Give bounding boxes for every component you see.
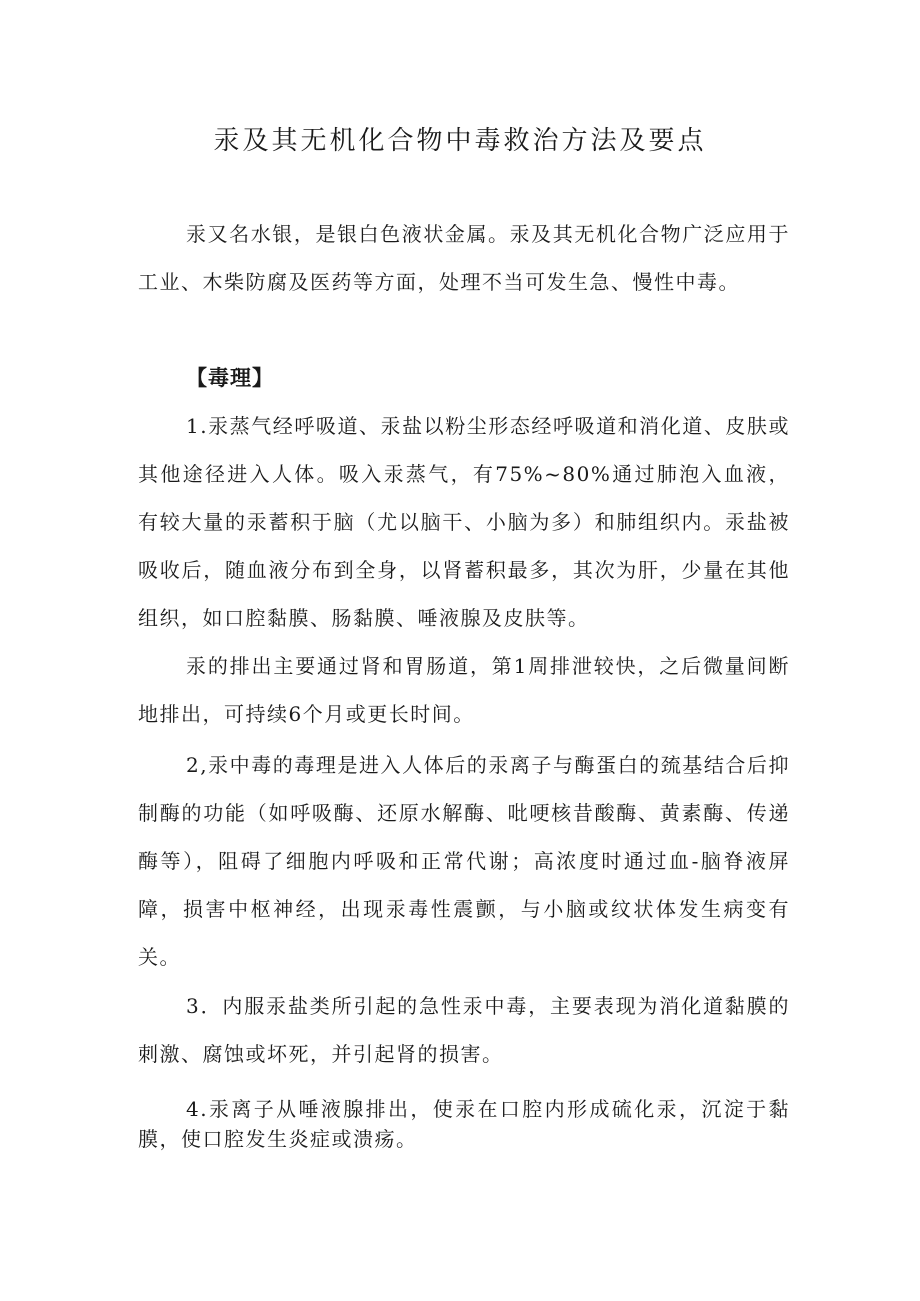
document-title: 汞及其无机化合物中毒救治方法及要点	[213, 126, 707, 156]
paragraph-4: 3．内服汞盐类所引起的急性汞中毒，主要表现为消化道黏膜的刺激、腐蚀或坏死，并引起肾的损害。	[138, 994, 790, 1066]
paragraph-2: 汞的排出主要通过肾和胃肠道，第1周排泄较快，之后微量间断地排出，可持续6个月或更长时间。	[138, 654, 790, 726]
paragraph-3: 2,汞中毒的毒理是进入人体后的汞离子与酶蛋白的巯基结合后抑制酶的功能（如呼吸酶、还原水解酶、吡哽核昔酸酶、黄素酶、传递酶等），阻碍了细胞内呼吸和正常代谢；高浓度时通过血-脑脊液屏障，损害中枢神经，出现汞毒性震颤，与小脑或纹状体发生病变有关。	[138, 753, 790, 969]
section-heading: 【毒理】	[186, 365, 274, 390]
paragraph-5: 4.汞离子从唾液腺排出，使汞在口腔内形成硫化汞，沉淀于黏膜，使口腔发生炎症或溃疡。	[138, 1097, 790, 1151]
paragraph-1: 1.汞蒸气经呼吸道、汞盐以粉尘形态经呼吸道和消化道、皮肤或其他途径进入人体。吸入汞蒸气，有75%~80%通过肺泡入血液，有较大量的汞蓄积于脑（尤以脑干、小脑为多）和肺组织内。汞盐被吸收后，随血液分布到全身，以肾蓄积最多，其次为肝，少量在其他组织，如口腔黏膜、肠黏膜、唾液腺及皮肤等。	[138, 414, 790, 630]
intro-paragraph: 汞又名水银，是银白色液状金属。汞及其无机化合物广泛应用于工业、木柴防腐及医药等方面，处理不当可发生急、慢性中毒。	[138, 222, 790, 294]
